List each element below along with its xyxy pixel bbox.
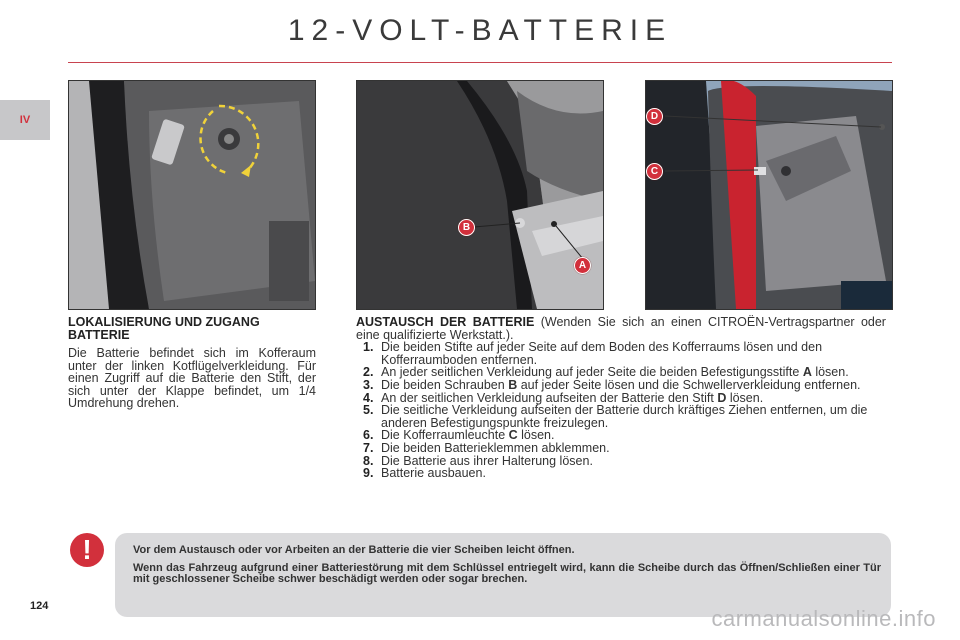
step-item (356, 341, 886, 366)
step-text: Die beiden Batterieklemmen abklemmen. (381, 440, 610, 455)
step-text: lösen. (726, 390, 764, 405)
locate-battery-section (68, 316, 316, 410)
step-text: An jeder seitlichen Verkleidung auf jeder Seite die beiden Befestigungsstifte (381, 365, 803, 380)
step-text: Die seitliche Verkleidung aufseiten der Batterie durch kräftiges Ziehen entfernen, um die anderen Befestigungspunkte freizulegen. (381, 403, 868, 430)
replace-intro (356, 316, 886, 341)
marker-c: C (646, 163, 663, 180)
locate-body: Die Batterie befindet sich im Kofferaum unter der linken Kotflügelverkleidung. Für einen Zugriff auf die Batterie den Stift, der sich unter der Klappe befindet, um 1/4 Umdrehung drehen. (68, 346, 316, 411)
step-number: 6. (363, 428, 374, 443)
step-reference-letter: C (508, 428, 518, 443)
step-number: 5. (363, 403, 374, 418)
watermark: carmanualsonline.info (711, 606, 936, 631)
warning-line-1: Vor dem Austausch oder vor Arbeiten an der Batterie die vier Scheiben leicht öffnen. (133, 544, 575, 556)
step-number: 2. (363, 365, 374, 380)
step-text: Die Batterie aus ihrer Halterung lösen. (381, 453, 593, 468)
photo-trunk-floor (356, 80, 604, 310)
step-text: Die beiden Schrauben (381, 377, 509, 392)
step-number: 4. (363, 390, 374, 405)
marker-d: D (646, 108, 663, 125)
chapter-tab[interactable]: IV (0, 100, 50, 140)
step-text: lösen. (811, 365, 849, 380)
replace-intro-text: (Wenden Sie sich an einen CITROËN-Vertragspartner oder eine qualifizierte Werkstatt.). (356, 315, 886, 342)
step-text: Die Kofferraumleuchte (381, 428, 509, 443)
photo-open-tailgate (645, 80, 893, 310)
replace-battery-section (356, 316, 886, 480)
step-text: Batterie ausbauen. (381, 466, 486, 481)
exclamation-icon: ! (70, 533, 104, 567)
title-divider (68, 62, 892, 63)
step-text: Die beiden Stifte auf jeder Seite auf dem Boden des Kofferraums lösen und den Kofferraumboden entfernen. (381, 340, 823, 367)
replace-heading: AUSTAUSCH DER BATTERIE (356, 315, 535, 329)
marker-b: B (458, 219, 475, 236)
replace-steps-list (356, 341, 886, 480)
step-number: 3. (363, 377, 374, 392)
page-title: 12-VOLT-BATTERIE (287, 14, 673, 47)
step-text: An der seitlichen Verkleidung aufseiten der Batterie den Stift (381, 390, 718, 405)
step-number: 1. (363, 340, 374, 355)
step-number: 7. (363, 440, 374, 455)
step-item (356, 404, 886, 429)
warning-line-2: Wenn das Fahrzeug aufgrund einer Batteriestörung mit dem Schlüssel entriegelt wird, kann die Scheibe durch das Öffnen/Schließen einer Tür mit geschlossener Scheibe schwer beschädigt werden oder sogar brechen. (133, 561, 881, 585)
step-text: lösen. (517, 428, 555, 443)
locate-heading: LOKALISIERUNG UND ZUGANG BATTERIE (68, 315, 260, 342)
step-reference-letter: A (802, 365, 812, 380)
step-number: 8. (363, 453, 374, 468)
marker-a: A (574, 257, 591, 274)
step-item (356, 467, 886, 480)
step-reference-letter: B (508, 377, 518, 392)
step-reference-letter: D (717, 390, 727, 405)
step-number: 9. (363, 466, 374, 481)
warning-text (133, 545, 881, 592)
step-text: auf jeder Seite lösen und die Schwellerverkleidung entfernen. (517, 377, 861, 392)
photo-trunk-side-panel (68, 80, 316, 310)
page-number: 124 (30, 600, 49, 612)
